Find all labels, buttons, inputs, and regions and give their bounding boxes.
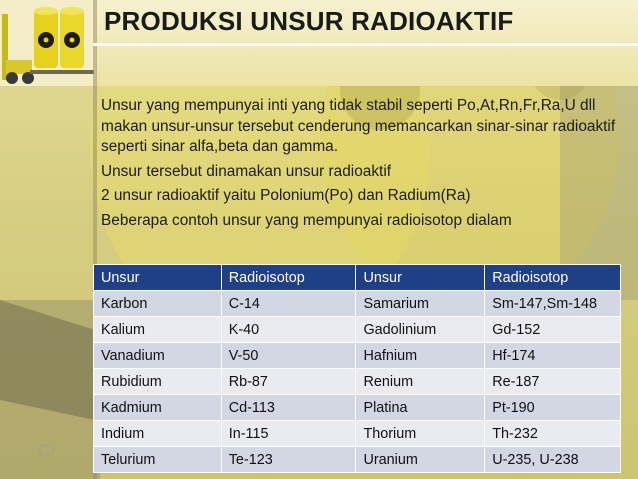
table-cell: Samarium <box>356 291 485 317</box>
header-unsur-2: Unsur <box>356 265 485 291</box>
body-text <box>101 96 621 235</box>
table-cell: U-235, U-238 <box>485 447 621 473</box>
radioisotope-table <box>93 264 621 473</box>
table-cell: Kadmium <box>94 395 222 421</box>
table-cell: Vanadium <box>94 343 222 369</box>
table-cell: Cd-113 <box>221 395 356 421</box>
watermark-text: Cr <box>38 441 57 461</box>
slide-title: PRODUKSI UNSUR RADIOAKTIF <box>104 6 514 36</box>
header-radioisotop-1: Radioisotop <box>221 265 356 291</box>
table-row <box>94 447 621 473</box>
table-cell: Thorium <box>356 421 485 447</box>
header-unsur-1: Unsur <box>94 265 222 291</box>
table-cell: C-14 <box>221 291 356 317</box>
table-cell: K-40 <box>221 317 356 343</box>
title-underline <box>93 43 638 46</box>
table-cell: Telurium <box>94 447 222 473</box>
table-row <box>94 395 621 421</box>
table-cell: Pt-190 <box>485 395 621 421</box>
table-cell: Hafnium <box>356 343 485 369</box>
table-cell: Gadolinium <box>356 317 485 343</box>
table-header-row <box>94 265 621 291</box>
table-cell: Re-187 <box>485 369 621 395</box>
radioactive-barrels-forklift-icon <box>0 0 96 86</box>
paragraph-2: Unsur tersebut dinamakan unsur radioaktif <box>101 162 392 180</box>
table-cell: V-50 <box>221 343 356 369</box>
table-row <box>94 291 621 317</box>
table-cell: Rb-87 <box>221 369 356 395</box>
table-row <box>94 369 621 395</box>
table-cell: Th-232 <box>485 421 621 447</box>
table-cell: Te-123 <box>221 447 356 473</box>
table-cell: Indium <box>94 421 222 447</box>
table-cell: Sm-147,Sm-148 <box>485 291 621 317</box>
paragraph-1: Unsur yang mempunyai inti yang tidak stabil seperti Po,At,Rn,Fr,Ra,U dll makan unsur-unsur tersebut cenderung memancarkan sinar-sinar radioaktif seperti sinar alfa,beta dan gamma. <box>101 97 616 155</box>
paragraph-4: Beberapa contoh unsur yang mempunyai radioisotop dialam <box>101 211 512 229</box>
table-cell: Rubidium <box>94 369 222 395</box>
paragraph-3: 2 unsur radioaktif yaitu Polonium(Po) dan Radium(Ra) <box>101 187 471 204</box>
table-cell: Kalium <box>94 317 222 343</box>
table-cell: Karbon <box>94 291 222 317</box>
table-row <box>94 421 621 447</box>
header-radioisotop-2: Radioisotop <box>485 265 621 291</box>
table-cell: Hf-174 <box>485 343 621 369</box>
table-cell: Renium <box>356 369 485 395</box>
table-cell: Gd-152 <box>485 317 621 343</box>
table-row <box>94 343 621 369</box>
table-row <box>94 317 621 343</box>
table-cell: In-115 <box>221 421 356 447</box>
table-cell: Uranium <box>356 447 485 473</box>
table-cell: Platina <box>356 395 485 421</box>
